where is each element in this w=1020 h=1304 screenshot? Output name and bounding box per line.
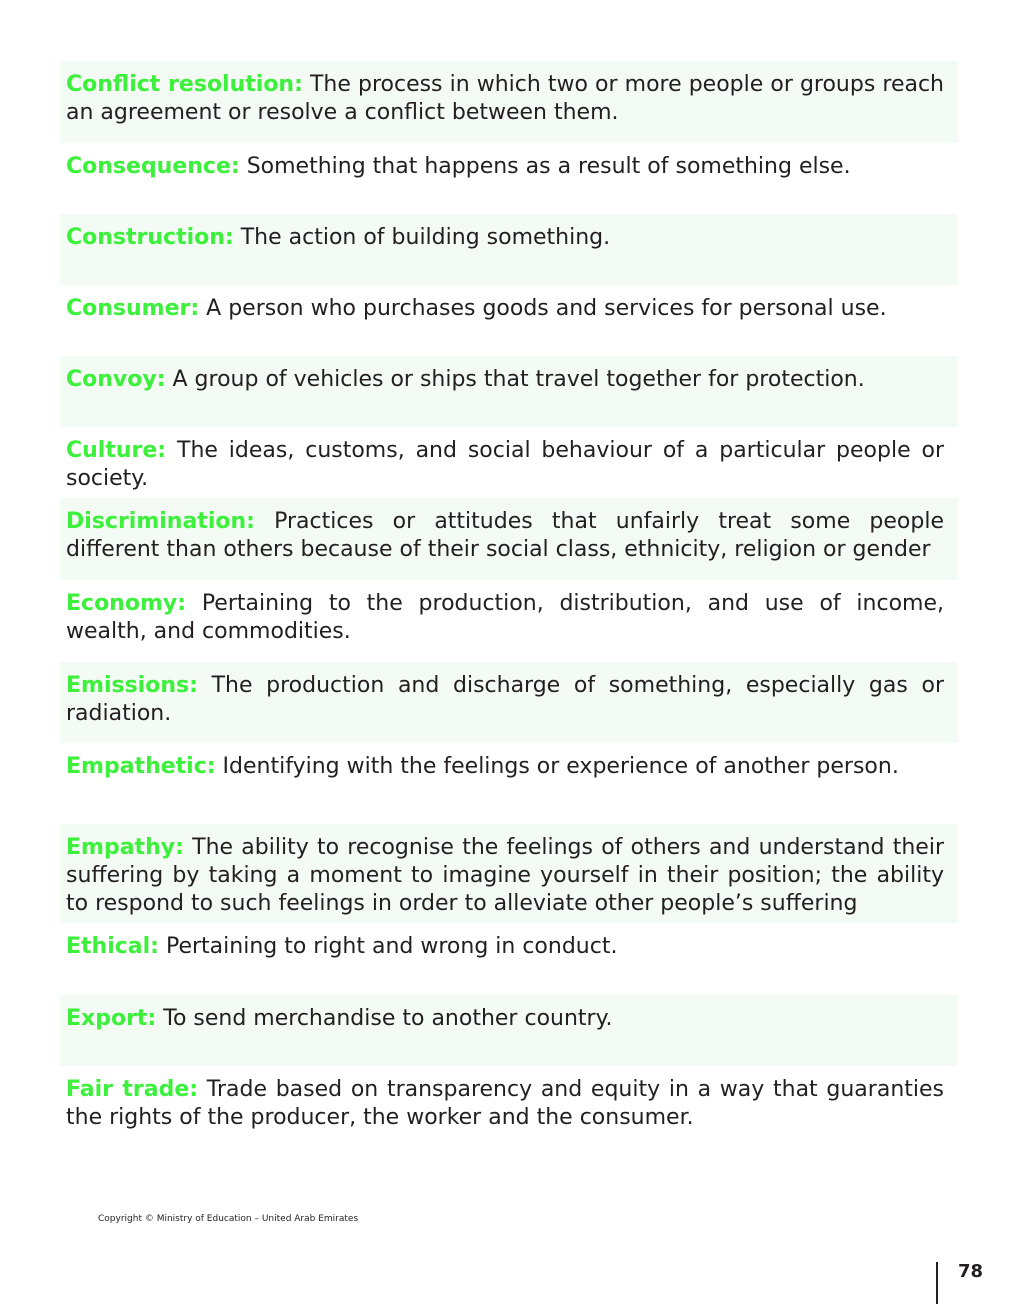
page-number-divider (936, 1262, 938, 1304)
glossary-term: Economy: (66, 591, 187, 616)
glossary-definition: The ability to recognise the feelings of others and understand their suffering by taking a moment to imagine yourself in their position; the ability to respond to such feelings in order to alleviate other people’s suffering (66, 835, 944, 916)
glossary-entry-empathy (60, 824, 958, 923)
glossary-term: Empathetic: (66, 754, 216, 779)
glossary-entry-ethical (60, 923, 958, 995)
glossary-term: Emissions: (66, 673, 198, 698)
glossary-term: Culture: (66, 438, 167, 463)
glossary-entry-construction (60, 214, 958, 285)
glossary-term: Consumer: (66, 296, 200, 321)
glossary-term: Empathy: (66, 835, 184, 860)
glossary-term: Consequence: (66, 154, 240, 179)
glossary-entry-emissions (60, 662, 958, 743)
glossary-entry-consumer (60, 285, 958, 356)
glossary-term: Fair trade: (66, 1077, 199, 1102)
glossary-definition: The production and discharge of something, especially gas or radiation. (66, 673, 945, 726)
glossary-entry-empathetic (60, 743, 958, 824)
glossary-entry-conflict-resolution (60, 61, 958, 143)
glossary-definition: A person who purchases goods and services for personal use. (206, 296, 887, 321)
copyright-notice: Copyright © Ministry of Education – United Arab Emirates (98, 1214, 359, 1224)
page-number: 78 (958, 1261, 984, 1282)
glossary-entry-export (60, 995, 958, 1066)
glossary-definition: To send merchandise to another country. (163, 1006, 613, 1031)
glossary-list (60, 61, 958, 1148)
glossary-entry-fair-trade (60, 1066, 958, 1148)
glossary-entry-culture (60, 427, 958, 498)
glossary-term: Convoy: (66, 367, 166, 392)
glossary-definition: Something that happens as a result of something else. (246, 154, 851, 179)
glossary-definition: Pertaining to the production, distribution, and use of income, wealth, and commodities. (66, 591, 944, 644)
glossary-entry-economy (60, 580, 958, 662)
glossary-entry-consequence (60, 143, 958, 214)
glossary-term: Construction: (66, 225, 234, 250)
glossary-definition: The action of building something. (240, 225, 611, 250)
glossary-term: Export: (66, 1006, 157, 1031)
glossary-term: Ethical: (66, 934, 159, 959)
glossary-definition: The ideas, customs, and social behaviour of a particular people or society. (66, 438, 944, 491)
glossary-definition: The process in which two or more people or groups reach an agreement or resolve a conflict between them. (66, 72, 944, 125)
glossary-definition: Practices or attitudes that unfairly treat some people different than others because of their social class, ethnicity, religion or gender (66, 509, 944, 562)
glossary-entry-discrimination (60, 498, 958, 580)
glossary-definition: Trade based on transparency and equity in a way that guaranties the rights of the producer, the worker and the consumer. (66, 1077, 944, 1130)
glossary-definition: Identifying with the feelings or experience of another person. (222, 754, 899, 779)
glossary-term: Conflict resolution: (66, 72, 303, 97)
glossary-entry-convoy (60, 356, 958, 427)
glossary-term: Discrimination: (66, 509, 255, 534)
glossary-definition: Pertaining to right and wrong in conduct. (165, 934, 618, 959)
glossary-definition: A group of vehicles or ships that travel together for protection. (172, 367, 865, 392)
